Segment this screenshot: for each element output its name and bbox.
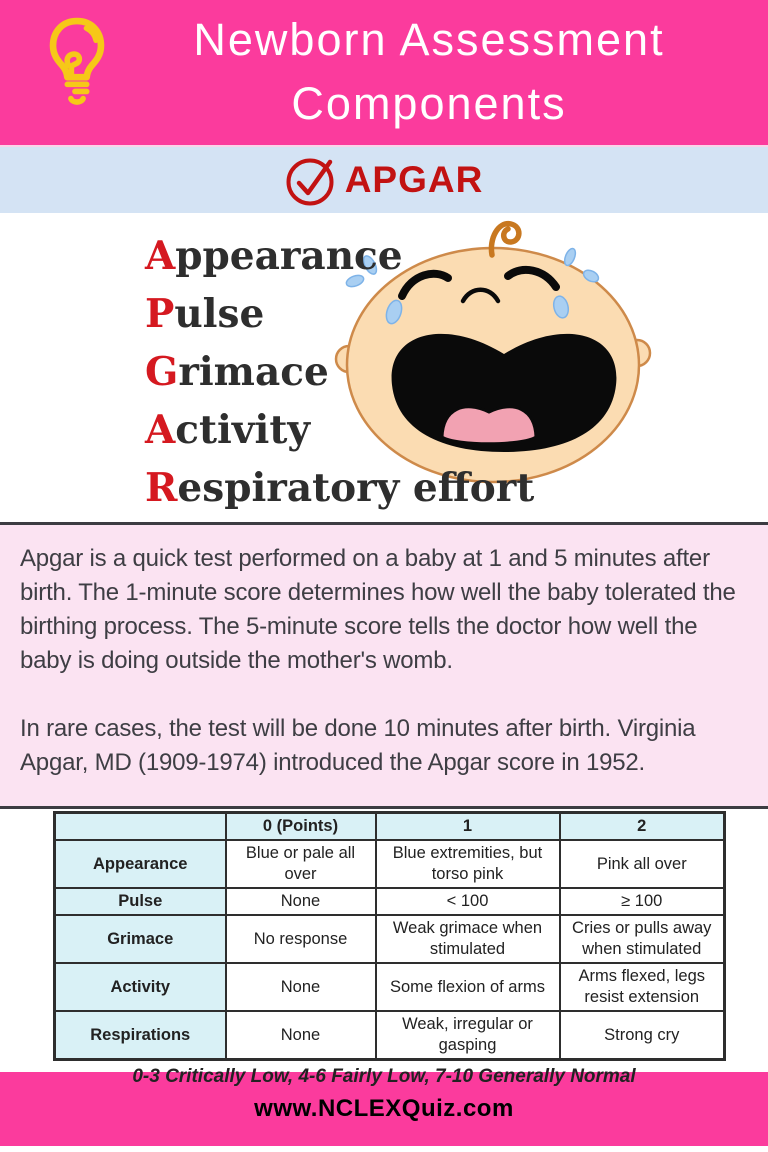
row-label: Pulse	[55, 888, 226, 915]
acronym-rest: ppearance	[175, 233, 403, 279]
table-cell: Blue or pale all over	[226, 840, 376, 888]
score-range-caption: 0-3 Critically Low, 4-6 Fairly Low, 7-10 Generally Normal	[132, 1066, 636, 1087]
apgar-score-table	[53, 811, 726, 1061]
row-label: Grimace	[55, 915, 226, 963]
apgar-acronym-list	[145, 227, 534, 517]
table-cell: < 100	[376, 888, 560, 915]
column-header-2: 2	[560, 813, 725, 841]
acronym-rest: ctivity	[175, 407, 310, 453]
table-row-appearance	[55, 840, 725, 888]
acronym-initial: A	[145, 233, 176, 279]
table-row-respirations	[55, 1011, 725, 1060]
table-cell: Arms flexed, legs resist extension	[560, 963, 725, 1011]
table-cell: None	[226, 963, 376, 1011]
lightbulb-icon	[44, 16, 110, 118]
row-label: Appearance	[55, 840, 226, 888]
acronym-section	[0, 213, 768, 522]
acronym-rest: ulse	[174, 291, 265, 337]
apgar-description	[0, 522, 768, 809]
acronym-initial: R	[145, 465, 178, 511]
table-cell: Some flexion of arms	[376, 963, 560, 1011]
page-title	[110, 8, 748, 136]
page-title-line1: Newborn Assessment	[193, 14, 665, 65]
row-label: Activity	[55, 963, 226, 1011]
check-circle-icon	[285, 152, 337, 208]
table-cell: Strong cry	[560, 1011, 725, 1060]
column-header-1: 1	[376, 813, 560, 841]
apgar-banner-label: APGAR	[344, 159, 484, 200]
table-cell: ≥ 100	[560, 888, 725, 915]
row-label: Respirations	[55, 1011, 226, 1060]
acronym-item-pulse	[145, 285, 534, 343]
table-cell: Pink all over	[560, 840, 725, 888]
table-cell: None	[226, 888, 376, 915]
acronym-rest: espiratory effort	[177, 465, 535, 511]
table-header-row	[55, 813, 725, 841]
tear-drop	[562, 247, 577, 267]
website-link[interactable]: www.NCLEXQuiz.com	[254, 1095, 514, 1122]
apgar-banner	[0, 147, 768, 213]
page-title-line2: Components	[291, 78, 567, 129]
acronym-rest: rimace	[178, 349, 329, 395]
acronym-item-appearance	[145, 227, 534, 285]
table-row-pulse	[55, 888, 725, 915]
table-cell: Cries or pulls away when stimulated	[560, 915, 725, 963]
acronym-item-respiratory	[145, 459, 534, 517]
table-cell: None	[226, 1011, 376, 1060]
score-table-section	[0, 811, 768, 1087]
table-row-activity	[55, 963, 725, 1011]
table-cell: Blue extremities, but torso pink	[376, 840, 560, 888]
acronym-initial: A	[145, 407, 176, 453]
table-row-grimace	[55, 915, 725, 963]
description-paragraph-2: In rare cases, the test will be done 10 minutes after birth. Virginia Apgar, MD (1909-1974) introduced the Apgar score in 1952.	[20, 715, 696, 776]
column-header-0-points: 0 (Points)	[226, 813, 376, 841]
acronym-initial: G	[145, 349, 179, 395]
header-banner	[0, 0, 768, 147]
table-cell: Weak, irregular or gasping	[376, 1011, 560, 1060]
acronym-item-grimace	[145, 343, 534, 401]
acronym-item-activity	[145, 401, 534, 459]
table-cell: Weak grimace when stimulated	[376, 915, 560, 963]
column-header	[55, 813, 226, 841]
description-paragraph-1: Apgar is a quick test performed on a baby at 1 and 5 minutes after birth. The 1-minute score determines how well the baby tolerated the birthing process. The 5-minute score tells the doctor how well the baby is doing outside the mother's womb.	[20, 545, 736, 674]
table-cell: No response	[226, 915, 376, 963]
acronym-initial: P	[145, 291, 175, 337]
